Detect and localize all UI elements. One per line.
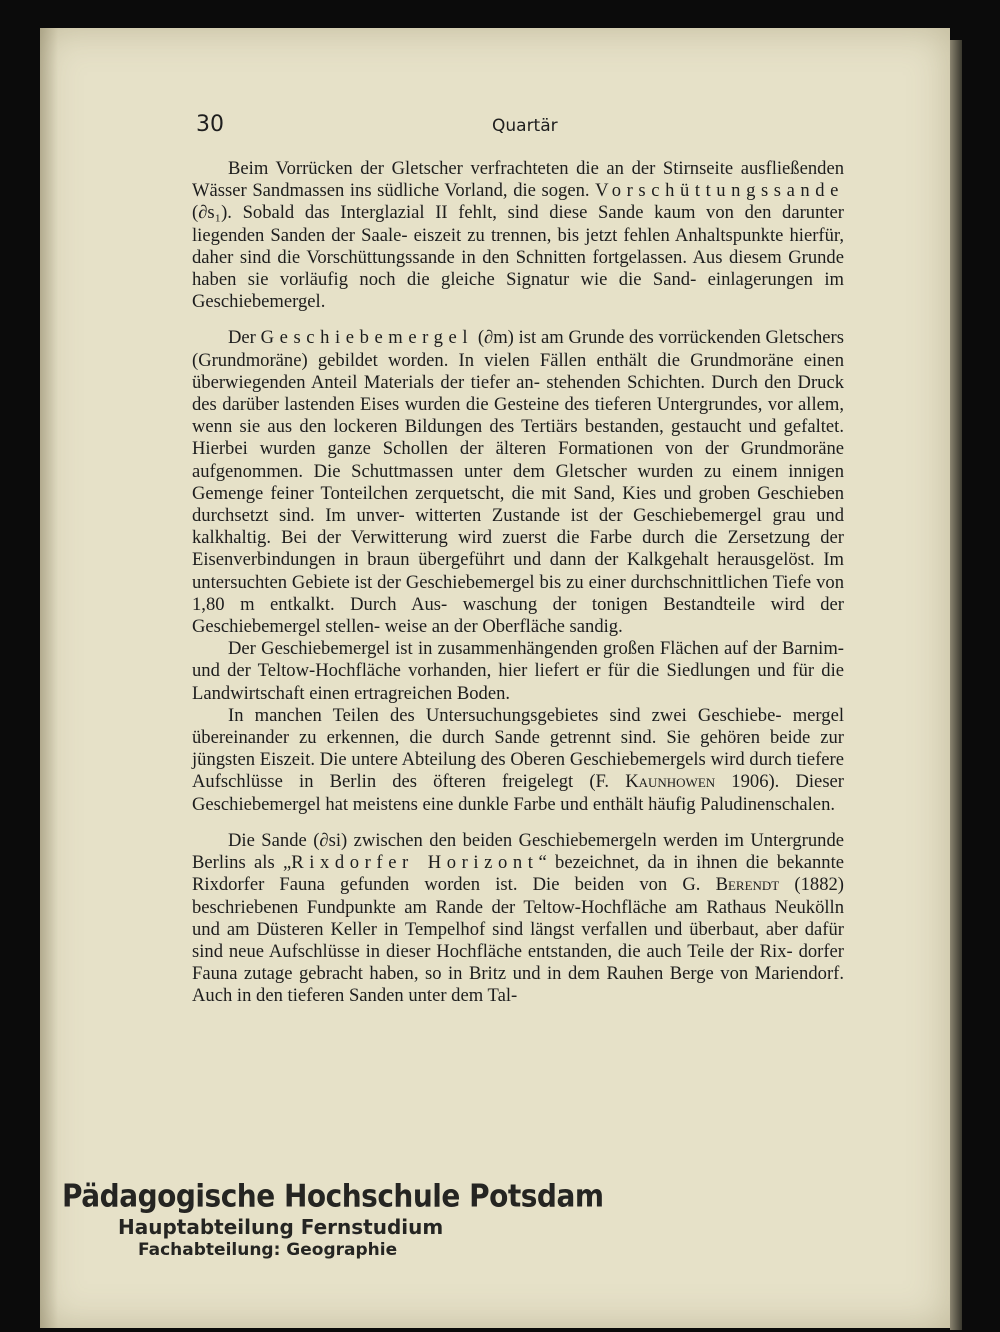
stamp-subdepartment: Fachabteilung: Geographie xyxy=(138,1240,398,1261)
paragraph-text: In manchen Teilen des Untersuchungsgebietes sind zwei Geschiebe- mergel übereinander zu erkennen, die durch Sande getrennt sind. Sie gehören beide zur jüngsten Eiszeit. Die untere Abteilung des Oberen Geschiebemergels wird durch tiefere Aufschlüsse in Berlin des öfteren freigelegt (F. xyxy=(192,704,844,793)
term-geschiebemergel: Geschiebemergel xyxy=(260,327,474,349)
paragraph-text: Der xyxy=(228,327,261,349)
author-kaunhowen: Kaunhowen xyxy=(625,771,716,793)
paragraph-text: (∂m) ist am Grunde des vorrückenden Gletschers (Grundmoräne) gebildet worden. In vielen Fällen enthält die Grundmoräne einen überwiegenden Anteil Materials der tiefer an- stehenden Schichten. Durch den Druck des darüber lastenden Eises wurden die Gesteine des tieferen Untergrundes, vor allem, wenn sie aus den lockeren Bildungen des Tertiärs bestanden, gestaucht und gefaltet. Hierbei wurden ganze Schollen der älteren Formationen von der Grundmoräne aufgenommen. Die Schuttmassen unter dem Gletscher wurden zu einem innigen Gemenge feiner Tonteilchen zerquetscht, die mit Sand, Kies und groben Geschieben durchsetzt sind. Im unver- witterten Zustande ist der Geschiebemergel grau und kalkhaltig. Bei der Verwitterung wird zuerst die Farbe durch die Zersetzung der Eisenverbindungen in braun übergeführt und dann der Kalkgehalt herausgelöst. Im untersuchten Gebiete ist der Geschiebemergel bis zu einer durchschnittlichen Tiefe von 1,80 m entkalkt. Durch Aus- waschung der tonigen Bestandteile wird der Geschiebemergel stellen- weise an der Oberfläche sandig. xyxy=(192,327,844,638)
paragraph-barnim-teltow: Der Geschiebemergel ist in zusammenhängenden großen Flächen auf der Barnim- und der Teltow-Hochfläche vorhanden, hier liefert er für die Siedlungen und für die Landwirtschaft einen ertragreichen Boden. xyxy=(192,638,844,704)
paragraph-text: (∂s₁). Sobald das Interglazial II fehlt, sind diese Sande kaum von den darunter liegenden Sanden der Saale- eiszeit zu trennen, bis jetzt fehlen Anhaltspunkte hierfür, daher sind die Vorschüttungssande in den Schnitten fortgelassen. Aus diesem Grunde haben sie vorläufig noch die gleiche Signatur wie die Sand- einlagerungen im Geschiebemergel. xyxy=(192,202,844,313)
paragraph-geschiebemergel xyxy=(192,327,844,638)
paragraph-vorschuettungssande xyxy=(192,158,844,313)
page-header xyxy=(196,112,842,142)
stamp-department: Hauptabteilung Fernstudium xyxy=(118,1215,444,1240)
paragraph-zwei-geschiebemergel xyxy=(192,705,844,816)
library-stamp xyxy=(62,1177,604,1261)
paragraph-text: 1906). Dieser Geschiebemergel hat meistens eine dunkle Farbe und enthält häufig Paludinenschalen. xyxy=(192,771,844,815)
paragraph-text: Beim Vorrücken der Gletscher verfrachteten die an der Stirnseite ausfließenden Wässer Sandmassen ins südliche Vorland, die sogen. xyxy=(192,158,844,202)
page-edge xyxy=(950,40,962,1330)
author-berendt: Berendt xyxy=(715,874,780,896)
term-rixdorfer-horizont: Rixdorfer Horizont xyxy=(291,852,539,874)
stamp-institution: Pädagogische Hochschule Potsdam xyxy=(62,1177,604,1215)
body-text xyxy=(192,158,844,1008)
paragraph-text: Die Sande (∂si) zwischen den beiden Geschiebemergeln werden im Untergrunde Berlins als „ xyxy=(192,829,844,874)
running-head: Quartär xyxy=(492,116,558,136)
paragraph-text: (1882) beschriebenen Fundpunkte am Rande der Teltow-Hochfläche am Rathaus Neukölln und am Düsteren Keller in Tempelhof sind längst verfallen und überbaut, aber dafür sind neue Aufschlüsse in dieser Hochfläche entstanden, die auch Teile der Rix- dorfer Fauna zutage gebracht haben, so in Britz und in dem Rauhen Berge von Mariendorf. Auch in den tieferen Sanden unter dem Tal- xyxy=(192,874,844,1007)
page-spine-shadow xyxy=(40,28,58,1328)
paragraph-text: “ bezeichnet, da in ihnen die bekannte Rixdorfer Fauna gefunden worden ist. Die beiden von G. xyxy=(192,852,844,896)
paragraph-rixdorfer-horizont xyxy=(192,830,844,1008)
term-vorschuettungssande: Vorschüttungssande xyxy=(595,180,844,202)
page-number: 30 xyxy=(196,112,224,137)
